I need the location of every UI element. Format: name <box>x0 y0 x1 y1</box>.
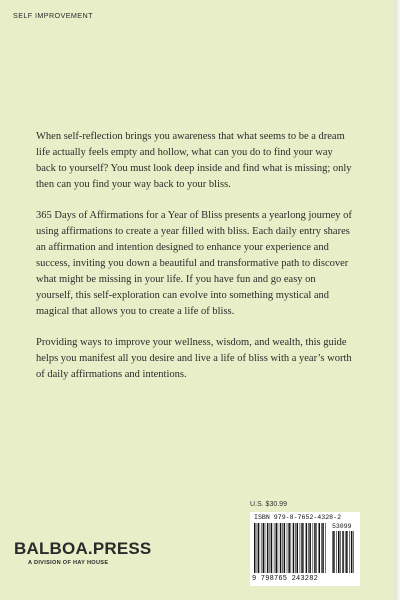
blurb-paragraph: When self-reflection brings you awareness that what seems to be a dream life actually feels empty and hollow, what can you do to find your way back to yourself? You must look deep inside and find what is missing; only then can you find your way back to your bliss. <box>36 131 352 190</box>
barcode-bars <box>254 523 328 573</box>
blurb-paragraph: Providing ways to improve your wellness, wisdom, and wealth, this guide helps you manifest all you desire and live a life of bliss with a year’s worth of daily affirmations and intentions. <box>36 337 352 380</box>
barcode-bar <box>333 531 335 573</box>
barcode-bar <box>282 523 283 573</box>
publisher-name: BALBOA.PRESS <box>14 539 152 558</box>
barcode-addon-bars <box>332 531 356 573</box>
barcode-bar <box>349 531 350 573</box>
barcode-bar <box>342 531 344 573</box>
barcode-bar <box>353 531 354 573</box>
barcode-bar <box>267 523 269 573</box>
barcode-bar <box>314 523 316 573</box>
barcode-bar <box>325 523 326 573</box>
barcode-bar <box>258 523 260 573</box>
barcode-bar <box>261 523 262 573</box>
page-edge <box>394 0 400 600</box>
barcode-bar <box>263 523 265 573</box>
barcode-bar <box>345 531 346 573</box>
blurb-paragraph: 365 Days of Affirmations for a Year of Bliss presents a yearlong journey of using affirmations to create a year filled with bliss. Each daily entry shares an affirmation and intention designed to enhance your experience and success, inviting you down a beautiful and transformative path to discover what might be missing in your life. If you have fun and go easy on yourself, this self-exploration can evolve into something mystical and magical that allows you to create a life of bliss. <box>36 210 352 317</box>
barcode-bar <box>322 523 324 573</box>
barcode-bar <box>340 531 341 573</box>
publisher-subtitle: A DIVISION OF HAY HOUSE <box>28 560 109 566</box>
price-label: U.S. $30.99 <box>250 501 287 508</box>
barcode-bar <box>257 523 258 573</box>
barcode-bar <box>351 531 353 573</box>
blurb-text <box>36 129 354 398</box>
isbn-number: ISBN 979-8-7652-4328-2 <box>254 514 342 521</box>
barcode-bar <box>287 523 288 573</box>
barcode-bar <box>313 523 314 573</box>
barcode-bar <box>295 523 296 573</box>
barcode <box>250 512 360 586</box>
barcode-bar <box>254 523 256 573</box>
barcode-bar <box>270 523 271 573</box>
barcode-bar <box>271 523 273 573</box>
barcode-bar <box>319 523 321 573</box>
barcode-addon-digits: 53099 <box>332 523 352 530</box>
publisher-logo <box>14 540 151 566</box>
barcode-bar <box>278 523 279 573</box>
barcode-bar <box>265 523 266 573</box>
barcode-bar <box>291 523 292 573</box>
barcode-bar <box>300 523 301 573</box>
ean-number: 9 798765 243282 <box>252 575 319 583</box>
barcode-bar <box>293 523 295 573</box>
barcode-bar <box>284 523 286 573</box>
barcode-bar <box>336 531 337 573</box>
category-label: SELF IMPROVEMENT <box>13 11 93 20</box>
barcode-bar <box>280 523 282 573</box>
barcode-bar <box>338 531 340 573</box>
barcode-bar <box>346 531 348 573</box>
barcode-bar <box>309 523 311 573</box>
barcode-bar <box>274 523 275 573</box>
barcode-bar <box>321 523 322 573</box>
barcode-bar <box>301 523 303 573</box>
barcode-bar <box>306 523 308 573</box>
barcode-bar <box>308 523 309 573</box>
barcode-bar <box>316 523 317 573</box>
barcode-bar <box>303 523 304 573</box>
barcode-bar <box>297 523 299 573</box>
barcode-bar <box>288 523 290 573</box>
barcode-bar <box>332 531 333 573</box>
barcode-bar <box>276 523 278 573</box>
